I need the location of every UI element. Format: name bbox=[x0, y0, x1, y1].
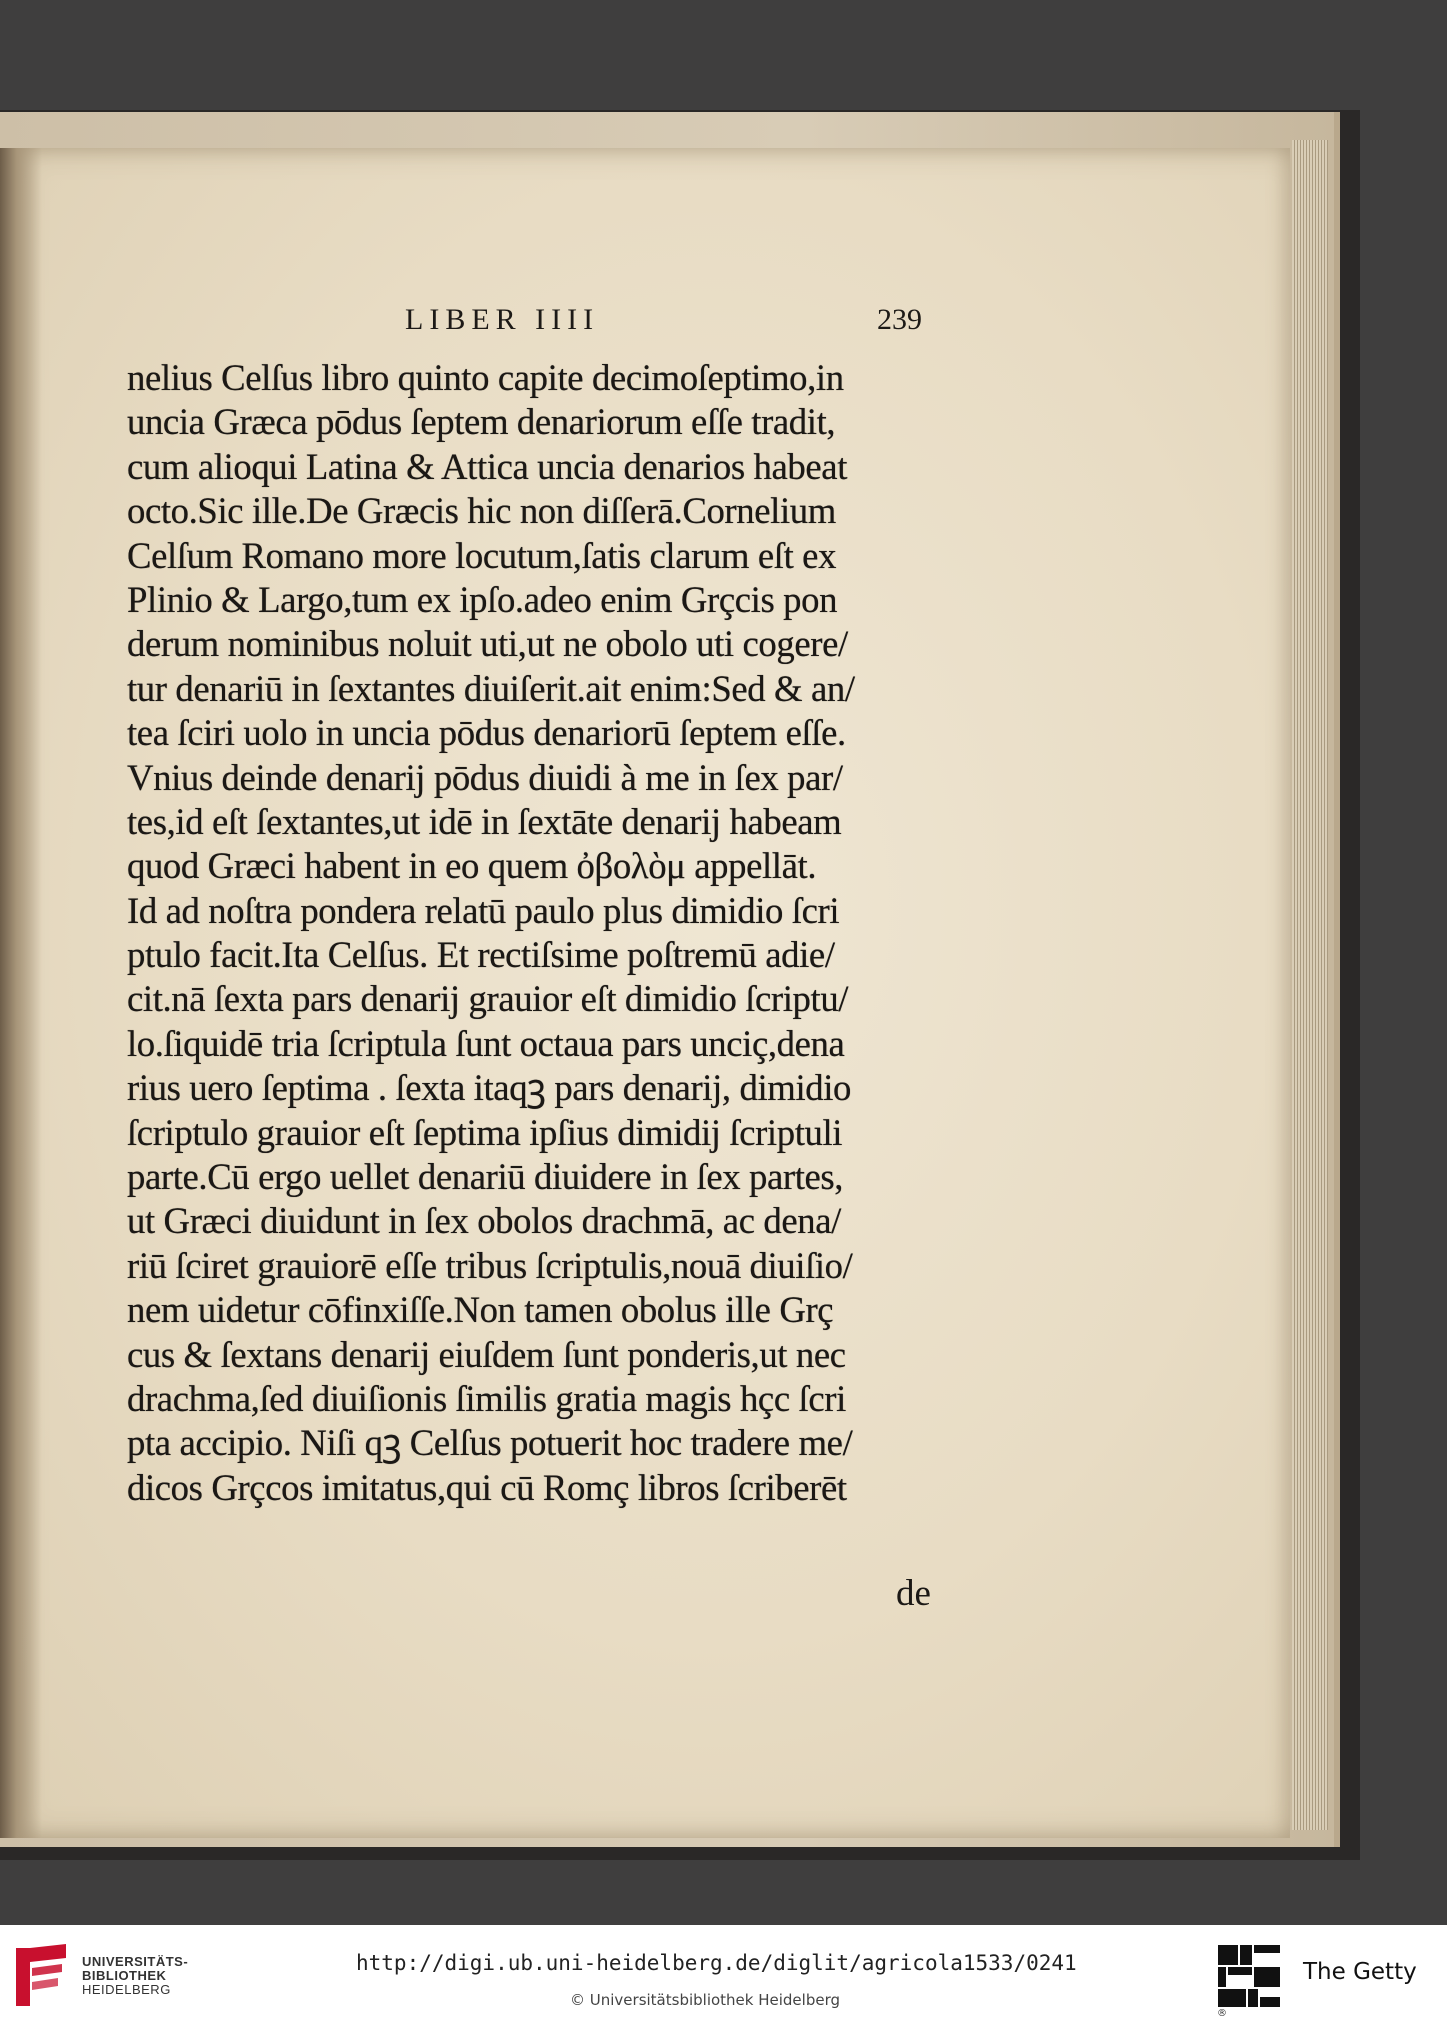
page-edges bbox=[1292, 140, 1328, 1830]
text-line: quod Græci habent in eo quem ὀβολὸμ appellāt. bbox=[127, 846, 817, 888]
text-line: parte.Cū ergo uellet denariū diuidere in ſex partes, bbox=[127, 1157, 844, 1199]
permalink-url[interactable]: http://digi.ub.uni-heidelberg.de/diglit/agricola1533/0241 bbox=[356, 1951, 1077, 1975]
text-line: tea ſciri uolo in uncia pōdus denariorū ſeptem eſſe. bbox=[127, 713, 846, 755]
catchword: de bbox=[896, 1573, 931, 1614]
text-line: Plinio & Largo,tum ex ipſo.adeo enim Grçcis pon bbox=[127, 579, 838, 621]
institution-line-2: BIBLIOTHEK bbox=[82, 1968, 167, 1983]
book-gutter bbox=[0, 148, 42, 1838]
text-line: nelius Celſus libro quinto capite decimoſeptimo,in bbox=[127, 358, 844, 399]
text-line: Celſum Romano more locutum,ſatis clarum eſt ex bbox=[127, 535, 837, 577]
text-line: riū ſciret grauiorē eſſe tribus ſcriptulis,nouā diuiſio/ bbox=[127, 1245, 853, 1287]
page-number: 239 bbox=[877, 303, 922, 336]
partner-name: The Getty bbox=[1303, 1959, 1417, 1985]
text-line: ptulo facit.Ita Celſus. Et rectiſsime poſtremū adie/ bbox=[127, 935, 835, 977]
text-line: nem uidetur cōfinxiſſe.Non tamen obolus ille Grç bbox=[127, 1290, 834, 1332]
registered-mark: ® bbox=[1217, 2008, 1227, 2019]
text-line: drachma,ſed diuiſionis ſimilis gratia magis hçc ſcri bbox=[127, 1378, 846, 1420]
text-line: octo.Sic ille.De Græcis hic non diſſerā.Cornelium bbox=[127, 491, 836, 533]
getty-logo-icon[interactable] bbox=[1218, 1945, 1280, 2007]
running-title: LIBER IIII bbox=[405, 303, 600, 336]
text-line: tur denariū in ſextantes diuiſerit.ait enim:Sed & an/ bbox=[127, 668, 855, 710]
text-line: ut Græci diuidunt in ſex obolos drachmā, ac dena/ bbox=[127, 1201, 841, 1243]
university-library-logo-icon[interactable] bbox=[14, 1942, 70, 2012]
text-line: dicos Grçcos imitatus,qui cū Romç libros ſcriberēt bbox=[127, 1467, 847, 1509]
footer-bar bbox=[0, 1925, 1447, 2029]
institution-line-1: UNIVERSITÄTS- bbox=[82, 1954, 189, 1969]
text-block bbox=[127, 357, 953, 1511]
institution-line-3: HEIDELBERG bbox=[82, 1982, 171, 1997]
running-head bbox=[380, 303, 940, 353]
text-line: cum alioqui Latina & Attica uncia denarios habeat bbox=[127, 446, 848, 488]
text-line: pta accipio. Niſi qꝫ Celſus potuerit hoc tradere me/ bbox=[127, 1423, 853, 1465]
text-line: tes,id eſt ſextantes,ut idē in ſextāte denarij habeam bbox=[127, 801, 842, 843]
text-line: Vnius deinde denarij pōdus diuidi à me in ſex par/ bbox=[127, 757, 843, 799]
institution-name bbox=[82, 1955, 188, 1997]
text-line: lo.ſiquidē tria ſcriptula ſunt octaua pars unciç,dena bbox=[127, 1023, 845, 1065]
copyright-notice: © Universitätsbibliothek Heidelberg bbox=[570, 1991, 841, 2009]
text-line: ſcriptulo grauior eſt ſeptima ipſius dimidij ſcriptuli bbox=[127, 1112, 843, 1154]
text-line: cit.nā ſexta pars denarij grauior eſt dimidio ſcriptu/ bbox=[127, 979, 849, 1021]
text-line: uncia Græca pōdus ſeptem denariorum eſſe tradit, bbox=[127, 402, 836, 444]
text-line: Id ad noſtra pondera relatū paulo plus dimidio ſcri bbox=[127, 890, 840, 932]
text-line: rius uero ſeptima . ſexta itaqꝫ pars denarij, dimidio bbox=[127, 1068, 851, 1110]
text-line: derum nominibus noluit uti,ut ne obolo uti cogere/ bbox=[127, 624, 848, 666]
text-line: cus & ſextans denarij eiuſdem ſunt ponderis,ut nec bbox=[127, 1334, 846, 1376]
